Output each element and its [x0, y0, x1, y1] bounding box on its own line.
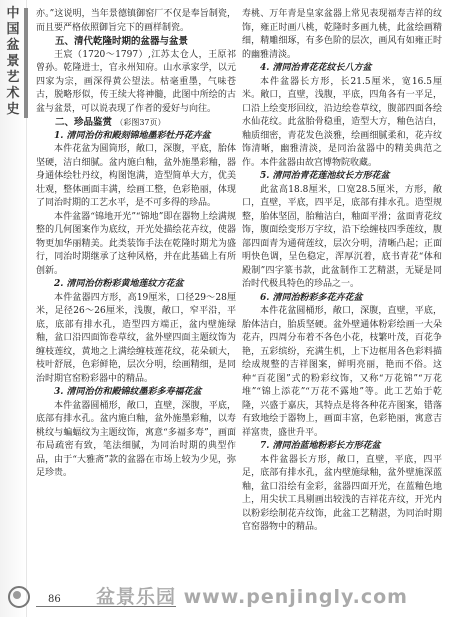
sidebar-char: 中: [6, 6, 20, 21]
paragraph: 本件盆器四方形，高19厘米，口径29～28厘米，足径26～26厘米，浅腹，敞口，窄平沿，平底，底部有排水孔，造型四方端正，盆内壁施绿釉，盆口沿四面饰卷草纹，盆外壁四面主题纹饰为缠枝莲纹，黄地之上满绘缠枝莲花纹，花朵硕大，枝叶舒展，色彩鲜艳，层次分明，绘画精细，是同治时期官窑粉彩器中的精品。: [36, 292, 236, 384]
item-heading: 1. 清同治仿和殿刻锦地墨彩牡丹花卉盆: [54, 130, 211, 141]
sidebar-accent-bar: [24, 8, 28, 118]
page-number: 86: [48, 594, 61, 605]
item-heading: 2. 清同治仿粉彩黄地莲纹方花盆: [54, 279, 184, 289]
section-heading: [36, 116, 236, 130]
paragraph: 本件盆器长方形，敞口，直壁，平底，四平足，底部有排水孔，盆内壁施绿釉，盆外壁施深蓝釉，盆口沿绘有金彩，盆器四面开光，在蓝釉色地上，用尖状工具剔画出较浅的吉祥花卉纹，开光内以粉彩绘制花卉纹饰，此盆工艺精湛，为同治时期官窑器物中的精品。: [242, 454, 442, 532]
sidebar-char: 景: [6, 54, 20, 69]
paragraph: 本件花盆圆桶形，敞口，深腹，直壁，平底，胎体洁白，胎质坚硬。盆外壁通体粉彩绘画一大朵花卉，四周分布着不各色小花，枝繁叶茂，百花争艳，五彩缤纷，充满生机，上下边框用各色彩料描绘成规整的吉祥图案，鲜明亮丽，艳而不俗。这种“百花图”式的粉彩纹饰，又称“万花锦”“万花堆”“锦上添花”“万花不露地”等。此工艺始于乾隆，兴盛于嘉庆，其特点是将各种花卉图案，错落有致地绘于器物上，画面丰富，色彩艳丽，寓意吉祥富贵，盛世升平。: [242, 306, 442, 438]
paragraph: 本件盆器圆桶形，敞口，直壁，深腹，平底，底部有排水孔。盆内施白釉，盆外施墨彩釉，以寿桃纹与蝙蝠纹为主题纹饰，寓意“多福多寿”，画面布局疏密有致，笔法细腻，为同治时期的典型作品，由于“大雅斋”款的盆器在市场上较为少见，弥足珍贵。: [36, 400, 236, 478]
paragraph: 本件盆器“锦地开光”“锦地”即在器物上绘满规整的几何图案作为底纹，开光处描绘花卉纹，使器物更加华丽精美。此类装饰手法在乾隆时期尤为盛行，同治时期继承了这种风格，并在此基础上有所创新。: [36, 211, 236, 276]
paragraph: 此盆高18.8厘米，口宽28.5厘米，方形，敞口，直壁，平底，四平足，底部有排水孔。造型规整，胎体坚固，胎釉洁白，釉面平滑；盆面青花纹饰，腹面绘变形万字纹，沿下绘缠枝四季莲纹，腹部四面青为通荷莲纹，层次分明，清晰凸起；正面明快色调，呈色稳定，浑厚沉着，底书青花“体和殿制”四字篆书款，此盆制作工艺精湛，无疑是同治时代极具特色的珍品之一。: [242, 184, 442, 289]
sidebar-char: 术: [6, 86, 20, 101]
left-column: [36, 8, 236, 481]
item-heading: 3. 清同治仿和殿锦纹墨彩多寿福花盆: [54, 387, 202, 397]
heading-note: （彩图37页）: [115, 118, 166, 127]
item-heading: 5. 清同治青花莲池纹长方形花盆: [260, 171, 390, 181]
watermark: 盆景乐园 www.penjingly.com: [96, 586, 408, 608]
sidebar-char: 国: [6, 22, 20, 37]
sidebar-char: 史: [6, 102, 20, 117]
paragraph: 本件盆器长方形，长21.5厘米，宽16.5厘米。敞口，直壁，浅腹，平底，四角各有一平足，口沿上绘变形回纹，沿边绘卷草纹，腹部四面各绘水仙花纹。此盆胎骨稳重，造型大方，釉色洁白，釉质细密，青花发色淡雅，绘画细腻柔和，花卉纹饰清晰，幽雅清淡，是同治盆器中的精美典范之作。本件盆器由故宫博物院收藏。: [242, 76, 442, 168]
item-heading: 6. 清同治粉彩多花卉花盆: [260, 292, 363, 303]
paragraph: 寿桃、万年青是皇家盆器上常见表现福寿吉祥的纹饰，雍正时画八桃，乾隆时多画九桃，此盆绘画精细，精雕细琢，有多色阶的层次，画风有如雍正时的幽雅清淡。: [242, 9, 442, 60]
section-heading: 五、清代乾隆时期的盆器与盆景: [55, 36, 189, 47]
sidebar-char: 艺: [6, 70, 20, 85]
paragraph: 本件花盆为圆筒形，敞口，深腹，平底，胎体坚硬，洁白细腻。盆内施白釉，盆外施墨彩釉，器身通体绘牡丹纹，构图饱满，造型简单大方，优美壮观，整体画面丰满，绘画工整，色彩艳丽，体现了同治时期的工艺水平，是不可多得的珍品。: [36, 144, 236, 208]
item-heading: 4. 清同治青花花纹长八方盆: [260, 63, 372, 73]
footer-ornament-icon: [8, 586, 30, 608]
sidebar-char: 盆: [6, 38, 20, 53]
sidebar-title: [2, 6, 24, 118]
paragraph: 王宸（1720～1797）,江苏太仓人，王原祁曾孙。乾隆进士，官永州知府。山水承家学，以元四家为宗，画深得黄公望法。枯毫重墨，气味苍古，脱略形似，传王续大将神髓，此图中所绘的古盆与盆景，可以说表现了作者的爱好与向往。: [36, 49, 236, 114]
sidebar-brand-strip: [0, 0, 27, 617]
right-column: [242, 8, 442, 535]
item-heading: 7. 清同治蓝地粉彩长方形花盆: [260, 441, 381, 451]
paragraph: 亦。”这说明，当年景德镇御窑厂不仅是奉旨制瓷，而且要严格依照御旨完下的画样制瓷。: [36, 9, 236, 33]
heading-text: 二、珍品鉴赏: [55, 117, 113, 128]
